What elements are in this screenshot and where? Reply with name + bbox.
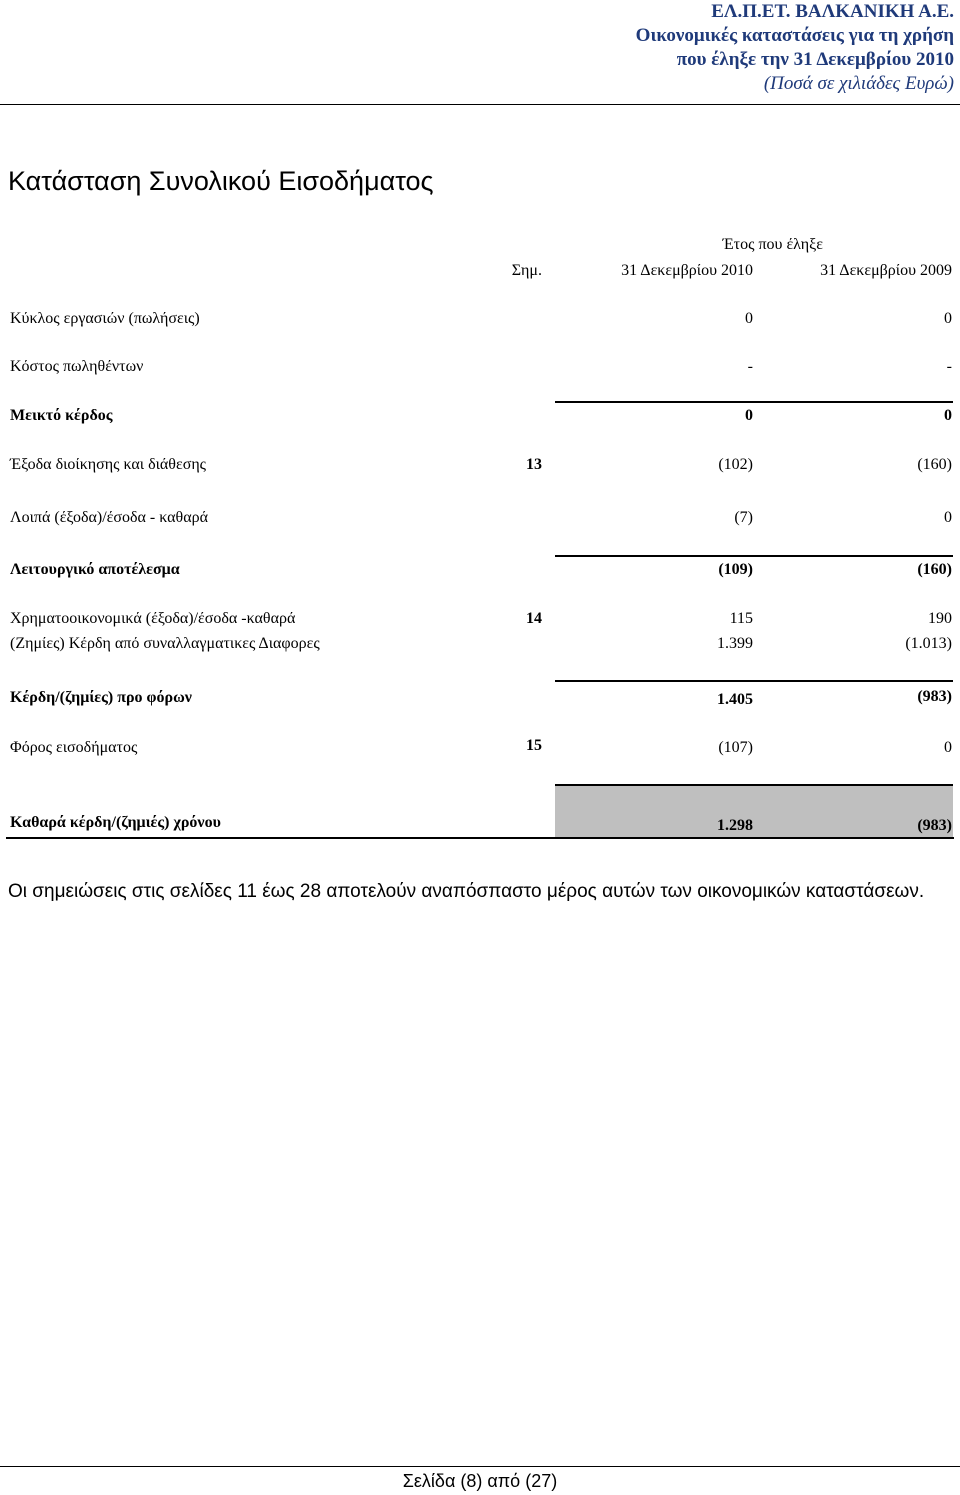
other-income-2009: 0 xyxy=(944,509,952,526)
subtotal-rule xyxy=(555,784,953,786)
finance-costs-2009: 190 xyxy=(928,610,952,627)
company-name: ΕΛ.Π.ΕΤ. ΒΑΛΚΑΝΙΚΗ Α.Ε. xyxy=(711,1,954,22)
row-label-other-income: Λοιπά (έξοδα)/έσοδα - καθαρά xyxy=(10,509,208,526)
note-column-header: Σημ. xyxy=(511,262,542,279)
turnover-2010: 0 xyxy=(745,310,753,327)
net-result-2009: (983) xyxy=(917,817,952,834)
row-label-profit-before-tax: Κέρδη/(ζημίες) προ φόρων xyxy=(10,689,192,706)
turnover-2009: 0 xyxy=(944,310,952,327)
statement-title: Οικονομικές καταστάσεις για τη χρήση xyxy=(635,25,954,46)
net-result-2010: 1.298 xyxy=(717,817,753,834)
row-label-turnover: Κύκλος εργασιών (πωλήσεις) xyxy=(10,310,200,327)
gross-profit-2009: 0 xyxy=(944,407,952,424)
header-divider xyxy=(0,104,960,105)
subtotal-rule xyxy=(555,401,953,403)
page-number: Σελίδα (8) από (27) xyxy=(402,1471,558,1491)
finance-costs-2010: 115 xyxy=(729,610,753,627)
fx-differences-2009: (1.013) xyxy=(905,635,952,652)
row-label-income-tax: Φόρος εισοδήματος xyxy=(10,739,138,756)
note-ref: 13 xyxy=(526,456,542,473)
column-header-2010: 31 Δεκεμβρίου 2010 xyxy=(621,262,753,279)
statement-period: που έληξε την 31 Δεκεμβρίου 2010 xyxy=(676,49,954,70)
note-ref: 14 xyxy=(526,610,542,627)
operating-result-2009: (160) xyxy=(917,561,952,578)
admin-expenses-2010: (102) xyxy=(718,456,753,473)
currency-units: (Ποσά σε χιλιάδες Ευρώ) xyxy=(763,73,954,94)
fx-differences-2010: 1.399 xyxy=(717,635,753,652)
cost-of-sales-2009: - xyxy=(946,358,952,375)
notes-disclaimer: Οι σημειώσεις στις σελίδες 11 έως 28 αποτελούν αναπόσπαστο μέρος αυτών των οικονομικών καταστάσεων. xyxy=(8,881,925,902)
row-label-finance-costs: Χρηματοοικονομικά (έξοδα)/έσοδα -καθαρά xyxy=(10,610,296,627)
income-tax-2010: (107) xyxy=(718,739,753,756)
footer-divider xyxy=(0,1466,960,1467)
profit-before-tax-2009: (983) xyxy=(917,688,952,705)
other-income-2010: (7) xyxy=(734,509,753,526)
row-label-fx-differences: (Ζημίες) Κέρδη από συναλλαγματικες Διαφορες xyxy=(10,635,320,652)
admin-expenses-2009: (160) xyxy=(917,456,952,473)
row-label-gross-profit: Μεικτό κέρδος xyxy=(10,407,113,424)
note-ref: 15 xyxy=(526,737,542,754)
income-tax-2009: 0 xyxy=(944,739,952,756)
profit-before-tax-2010: 1.405 xyxy=(717,691,753,708)
operating-result-2010: (109) xyxy=(718,561,753,578)
cost-of-sales-2010: - xyxy=(747,358,753,375)
row-label-admin-expenses: Έξοδα διοίκησης και διάθεσης xyxy=(10,456,207,473)
row-label-net-result: Καθαρά κέρδη/(ζημιές) χρόνου xyxy=(10,814,221,831)
subtotal-rule xyxy=(555,555,953,557)
total-underline xyxy=(6,837,954,839)
subtotal-rule xyxy=(555,680,953,682)
page-title: Κατάσταση Συνολικού Εισοδήματος xyxy=(8,166,434,196)
year-ended-header: Έτος που έληξε xyxy=(722,236,823,253)
row-label-operating-result: Λειτουργικό αποτέλεσμα xyxy=(10,561,180,578)
gross-profit-2010: 0 xyxy=(745,407,753,424)
row-label-cost-of-sales: Κόστος πωληθέντων xyxy=(10,358,144,375)
column-header-2009: 31 Δεκεμβρίου 2009 xyxy=(820,262,952,279)
